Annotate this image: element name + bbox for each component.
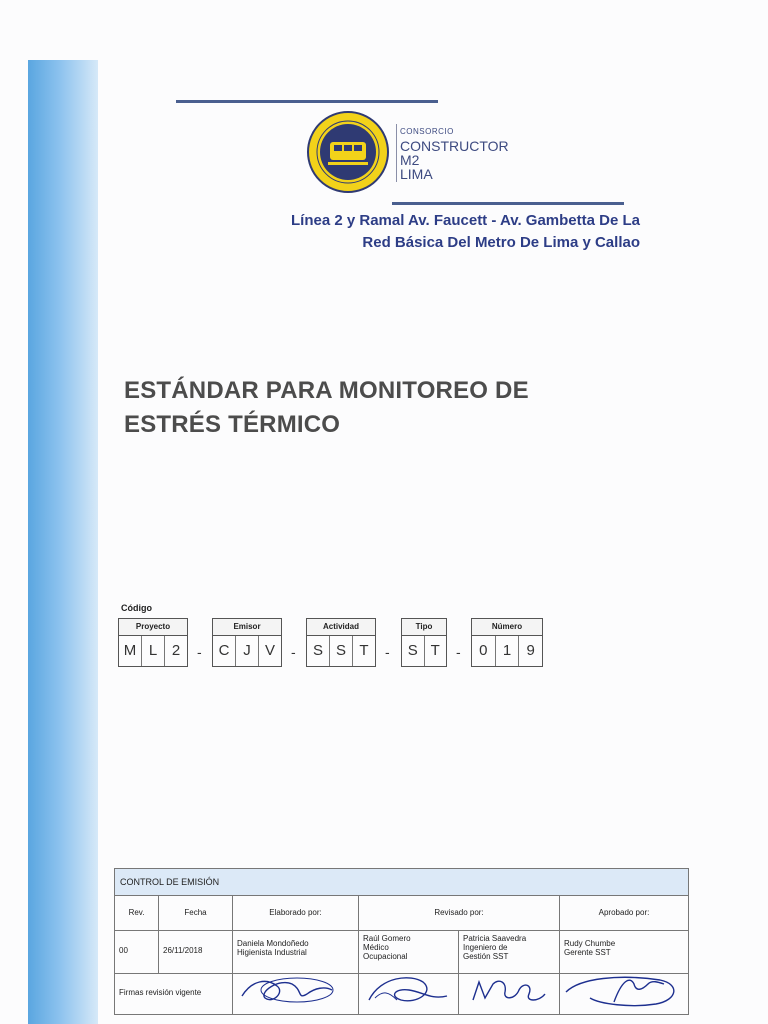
signature-revisado-2 [459,974,560,1014]
elaborado-name: Daniela Mondoñedo [237,939,309,948]
signature-mark [361,970,453,1010]
header-rule-middle [392,202,624,205]
signature-mark [463,972,553,1010]
code-char: M [119,636,142,666]
code-cells-proyecto [118,635,188,667]
code-separator: - [197,644,202,660]
aprobado-role: Gerente SST [564,948,611,957]
title-line-1: ESTÁNDAR PARA MONITOREO DE [124,377,529,404]
code-group-emisor [212,618,282,667]
signature-mark [237,972,337,1010]
signature-elaborado [233,974,359,1014]
control-data-row [115,931,688,974]
code-char: S [330,636,353,666]
code-char: V [264,642,275,659]
signature-aprobado [560,974,688,1014]
consortium-seal-logo [306,110,390,194]
subtitle-line-1: Línea 2 y Ramal Av. Faucett - Av. Gambetta De La [291,212,640,229]
code-char: J [236,636,259,666]
logo-line-constructor: CONSTRUCTOR [400,138,509,154]
code-char: S [402,636,425,666]
cell-elaborado [233,931,359,973]
control-emission-table [114,868,689,1015]
code-separator: - [456,644,461,660]
code-char: S [307,636,330,666]
code-label: Código [121,603,152,613]
revisado2-role-b: Gestión SST [463,952,509,961]
subtitle-line-2: Red Básica Del Metro De Lima y Callao [362,234,640,251]
header-rev: Rev. [115,896,159,930]
control-signature-row [115,974,688,1014]
code-group-proyecto [118,618,188,667]
revisado2-name: Patricia Saavedra [463,934,527,943]
code-char: L [142,636,165,666]
signature-mark [560,970,684,1010]
code-group-actividad [306,618,376,667]
logo-wordmark [400,128,509,181]
code-header-emisor: Emisor [212,618,282,635]
firmas-label: Firmas revisión vigente [115,974,233,1014]
elaborado-role: Higienista Industrial [237,948,307,957]
code-cells-emisor [212,635,282,667]
logo-line-lima: LIMA [400,166,433,182]
signature-revisado-1 [359,974,459,1014]
code-char: T [430,642,440,659]
header-revisado: Revisado por: [359,896,560,930]
code-char: T [359,642,369,659]
revisado1-name: Raúl Gomero [363,934,411,943]
code-header-numero: Número [471,618,543,635]
code-header-actividad: Actividad [306,618,376,635]
code-cells-tipo [401,635,447,667]
logo-divider [396,124,397,182]
code-group-numero [471,618,543,667]
cell-aprobado [560,931,688,973]
document-title [124,374,529,442]
logo-line-m2: M2 [400,152,420,168]
header-elaborado: Elaborado por: [233,896,359,930]
code-header-tipo: Tipo [401,618,447,635]
code-separator: - [291,644,296,660]
code-separator: - [385,644,390,660]
cell-revisado-1 [359,931,459,973]
code-header-proyecto: Proyecto [118,618,188,635]
blue-sidebar-band [28,60,98,1024]
code-group-tipo [401,618,447,667]
cell-rev: 00 [115,931,159,973]
code-char: 9 [526,642,535,659]
revisado2-role-a: Ingeniero de [463,943,508,952]
revisado1-role-b: Ocupacional [363,952,408,961]
code-cells-numero [471,635,543,667]
code-char: 2 [171,642,181,659]
code-cells-actividad [306,635,376,667]
revisado1-role-a: Médico [363,943,389,952]
header-aprobado: Aprobado por: [598,908,650,917]
project-subtitle [291,210,640,254]
header-fecha: Fecha [159,896,233,930]
logo-line-consorcio: CONSORCIO [400,127,454,136]
code-char: 0 [472,636,496,666]
cell-revisado-2 [459,931,560,973]
code-char: C [213,636,236,666]
control-table-title: CONTROL DE EMISIÓN [115,869,688,896]
aprobado-name: Rudy Chumbe [564,939,616,948]
control-header-row [115,896,688,931]
header-rule-top [176,100,438,103]
code-char: 1 [496,636,520,666]
cell-fecha: 26/11/2018 [159,931,233,973]
title-line-2: ESTRÉS TÉRMICO [124,411,341,438]
